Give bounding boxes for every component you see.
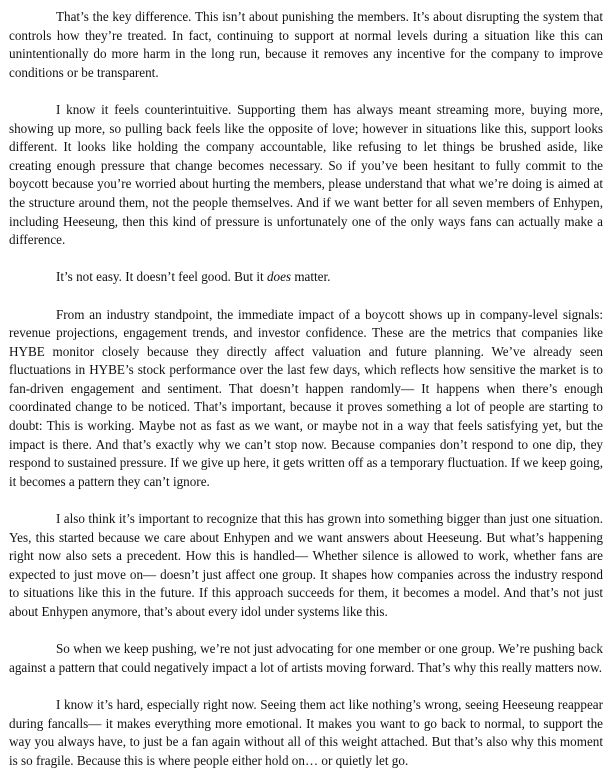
paragraph-3 — [9, 268, 603, 287]
paragraph-6: So when we keep pushing, we’re not just advocating for one member or one group. We’re pushing back against a pattern that could negatively impact a lot of artists moving forward. That’s why this really matters now. — [9, 641, 603, 675]
paragraph-3-emphasis: does — [266, 269, 292, 285]
paragraph-1: That’s the key difference. This isn’t about punishing the members. It’s about disrupting the system that controls how they’re treated. In fact, continuing to support at normal levels during a situation like this can unintentionally do more harm in the long run, because it removes any incentive for the company to improve conditions or be transparent. — [9, 9, 603, 80]
paragraph-7: I know it’s hard, especially right now. Seeing them act like nothing’s wrong, seeing Heeseung reappear during fancalls— it makes everything more emotional. It makes you want to go back to normal, to support the way you always have, to just be a fan again without all of this weight attached. But that’s also why this moment is so fragile. Because this is where people either hold on… or quietly let go. — [9, 696, 603, 768]
paragraph-3-before: It’s not easy. It doesn’t feel good. But it — [56, 269, 267, 285]
paragraph-3-after: matter. — [291, 269, 331, 285]
paragraph-2: I know it feels counterintuitive. Supporting them has always meant streaming more, buying more, showing up more, so pulling back feels like the opposite of love; however in situations like this, support looks different. It looks like holding the company accountable, like refusing to let things be brushed aside, like creating enough pressure that change becomes necessary. So if you’ve been hesitant to fully commit to the boycott because you’re worried about hurting the members, please understand that what we’re doing is aimed at the structure around them, not the people themselves. And if we want better for all seven members of Enhypen, including Heeseung, then this kind of pressure is unfortunately one of the only ways fans can actually make a difference. — [9, 101, 603, 248]
paragraph-5: I also think it’s important to recognize that this has grown into something bigger than just one situation. Yes, this started because we care about Enhypen and we want answers about Heeseung. But what’s happening right now also sets a precedent. How this is handled— Whether silence is allowed to work, whether fans are expected to just move on— doesn’t just affect one group. It shapes how companies across the industry respond to situations like this in the future. If this approach succeeds for them, it becomes a model. And that’s not just about Enhypen anymore, that’s about every idol under systems like this. — [9, 511, 603, 619]
paragraph-4: From an industry standpoint, the immediate impact of a boycott shows up in company-level signals: revenue projections, engagement trends, and investor confidence. These are the metrics that companies like HYBE monitor closely because they directly affect valuation and future planning. We’ve already seen fluctuations in HYBE’s stock performance over the last few days, which reflects how sensitive the market is to fan-driven engagement and sentiment. That doesn’t happen randomly— It happens when there’s enough coordinated change to be noticed. That’s important, because it proves something a lot of people are starting to doubt: This is working. Maybe not as fast as we want, or maybe not in a way that feels satisfying yet, but the impact is there. And that’s exactly why we can’t stop now. Because companies don’t respond to one dip, they respond to sustained pressure. If we give up here, it gets written off as a temporary fluctuation. If we keep going, it becomes a pattern they can’t ignore. — [9, 306, 603, 489]
